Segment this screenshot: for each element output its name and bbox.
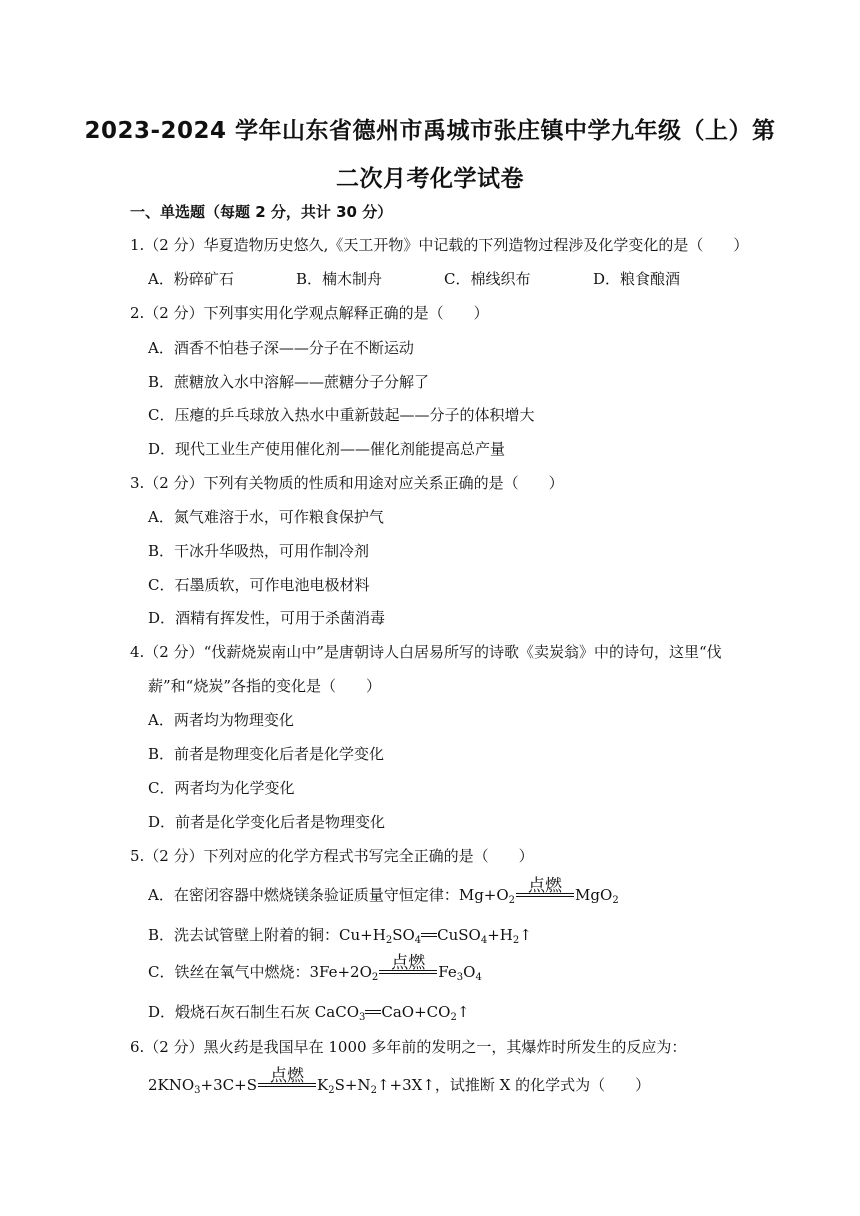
question-6-stem-line1: 6.（2 分）黑火药是我国早在 1000 多年前的发明之一，其爆炸时所发生的反应为： [130,1038,687,1056]
question-1-stem: 1.（2 分）华夏造物历史悠久,《天工开物》中记载的下列造物过程涉及化学变化的是（ ） [130,236,749,254]
condition-arrow: 点燃 [516,889,574,903]
question-2-option-d: D．现代工业生产使用催化剂——催化剂能提高总产量 [148,440,506,458]
question-4-option-b: B．前者是物理变化后者是化学变化 [148,745,385,763]
question-3-option-a: A．氮气难溶于水，可作粮食保护气 [148,508,384,526]
question-5-stem: 5.（2 分）下列对应的化学方程式书写完全正确的是（ ） [130,847,534,865]
condition-arrow: 点燃 [379,966,437,980]
question-3-stem: 3.（2 分）下列有关物质的性质和用途对应关系正确的是（ ） [130,474,564,492]
question-1-options [148,268,592,289]
condition-arrow: 点燃 [258,1079,316,1093]
question-1-option-d: D．粮食酿酒 [593,270,681,288]
question-1-option-a: A．粉碎矿石 [148,270,234,288]
question-3-option-c: C．石墨质软，可作电池电极材料 [148,576,370,594]
question-2-option-a: A．酒香不怕巷子深——分子在不断运动 [148,339,414,357]
exam-title-line2: 二次月考化学试卷 [336,166,524,192]
question-5-option-c: C．铁丝在氧气中燃烧：$3Fe+2O_2$ 点燃 $Fe_3O_4$ [148,953,482,983]
question-4-option-c: C．两者均为化学变化 [148,779,295,797]
question-4-option-a: A．两者均为物理变化 [148,711,294,729]
question-5-option-d: D．煅烧石灰石制生石灰 CaCO$_3$ $CaO+CO_2↑$ [148,1003,470,1023]
exam-title-line1: 2023-2024 学年山东省德州市禹城市张庄镇中学九年级（上）第 [84,118,776,144]
question-4-stem-line2: 薪”和“烧炭”各指的变化是（ ） [148,677,382,695]
question-1-option-c: C．棉线织布 [444,270,531,288]
question-4-stem-line1: 4.（2 分）“伐薪烧炭南山中”是唐朝诗人白居易所写的诗歌《卖炭翁》中的诗句，这里“伐 [130,643,722,661]
question-1-option-b: B．楠木制舟 [296,270,383,288]
question-2-option-b: B．蔗糖放入水中溶解——蔗糖分子分解了 [148,373,430,391]
question-6-equation: $2KNO_3+3C+S$ 点燃 $K_2S+N_2↑+3X↑$，试推断 X 的化学式为（ ） [148,1066,651,1096]
question-3-option-b: B．干冰升华吸热，可用作制冷剂 [148,542,370,560]
question-5-option-b: B．洗去试管壁上附着的铜：$Cu+H_2SO_4$ $CuSO_4+H_2↑$ [148,926,532,946]
question-2-option-c: C．压瘪的乒乓球放入热水中重新鼓起——分子的体积增大 [148,406,535,424]
section-heading: 一、单选题（每题 2 分，共计 30 分） [130,203,393,221]
question-3-option-d: D．酒精有挥发性，可用于杀菌消毒 [148,609,386,627]
question-5-option-a: A．在密闭容器中燃烧镁条验证质量守恒定律：$Mg+O_2$ 点燃 MgO$_2$ [148,876,619,906]
question-4-option-d: D．前者是化学变化后者是物理变化 [148,813,386,831]
question-2-stem: 2.（2 分）下列事实用化学观点解释正确的是（ ） [130,304,489,322]
